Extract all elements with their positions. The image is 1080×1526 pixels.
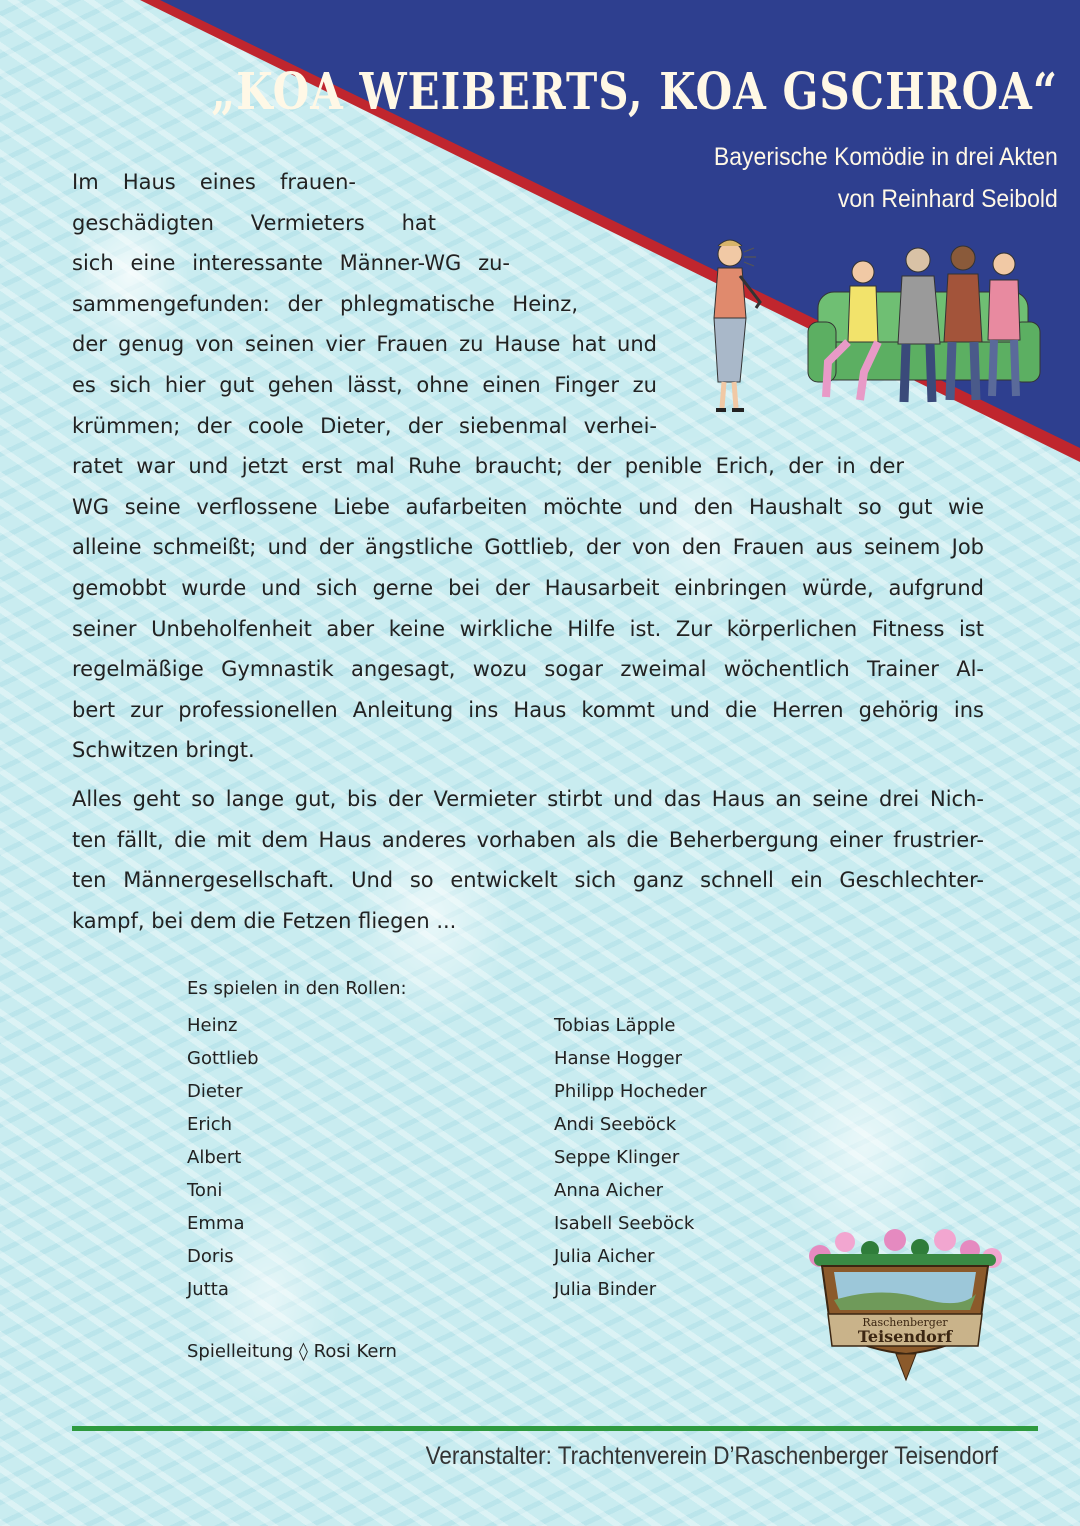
role-name: Heinz [187, 1015, 238, 1036]
synopsis-line: bert zur professionellen Anleitung ins Haus kommt und die Herren gehörig ins [72, 697, 984, 722]
actor-name: Julia Binder [554, 1279, 657, 1300]
actor-name: Andi Seeböck [554, 1114, 677, 1135]
play-title: „KOA WEIBERTS, KOA GSCHROA“ [211, 62, 1058, 121]
actor-name: Hanse Hogger [554, 1048, 683, 1069]
club-crest-icon [800, 1228, 1010, 1388]
synopsis-line: es sich hier gut gehen lässt, ohne einen Finger zu [72, 372, 657, 397]
role-name: Emma [187, 1213, 245, 1234]
synopsis-line: ten fällt, die mit dem Haus anderes vorhaben als die Beherbergung einer frustrier- [72, 827, 984, 852]
synopsis-line: seiner Unbeholfenheit aber keine wirkliche Hilfe ist. Zur körperlichen Fitness ist [72, 616, 984, 641]
role-name: Albert [187, 1147, 242, 1168]
synopsis-line: sammengefunden: der phlegmatische Heinz, [72, 291, 578, 316]
subtitle-author: von Reinhard Seibold [838, 185, 1058, 213]
role-name: Toni [187, 1180, 223, 1201]
organizer-credit: Veranstalter: Trachtenverein D’Raschenberger Teisendorf [425, 1442, 998, 1470]
role-name: Erich [187, 1114, 233, 1135]
actor-name: Seppe Klinger [554, 1147, 680, 1168]
synopsis-line: Im Haus eines frauen- [72, 170, 356, 194]
synopsis-line: WG seine verflossene Liebe aufarbeiten möchte und den Haushalt so gut wie [72, 494, 984, 519]
cast-actors-list [554, 1009, 707, 1306]
synopsis-line: ratet war und jetzt erst mal Ruhe braucht; der penible Erich, der in der [72, 454, 904, 479]
synopsis-line: gemobbt wurde und sich gerne bei der Hausarbeit einbringen würde, aufgrund [72, 575, 984, 600]
synopsis-line: regelmäßige Gymnastik angesagt, wozu sogar zweimal wöchentlich Trainer Al- [72, 657, 984, 682]
cast-heading: Es spielen in den Rollen: [187, 978, 407, 999]
role-name: Dieter [187, 1081, 243, 1102]
cast-roles-list [187, 1009, 259, 1306]
synopsis-line: alleine schmeißt; und der ängstliche Gottlieb, der von den Frauen aus seinem Job [72, 535, 984, 560]
synopsis-line: kampf, bei dem die Fetzen fliegen ... [72, 908, 457, 933]
role-name: Doris [187, 1246, 234, 1267]
synopsis-paragraph-1 [72, 162, 984, 771]
subtitle-genre: Bayerische Komödie in drei Akten [714, 143, 1058, 171]
actor-name: Tobias Läpple [554, 1015, 676, 1036]
synopsis-line: der genug von seinen vier Frauen zu Hause hat und [72, 332, 657, 357]
synopsis-paragraph-2 [72, 779, 984, 941]
actor-name: Anna Aicher [554, 1180, 663, 1201]
actor-name: Julia Aicher [554, 1246, 655, 1267]
crest-line1: Raschenberger [862, 1316, 948, 1329]
director-credit: Spielleitung ◊ Rosi Kern [187, 1341, 397, 1362]
flowers-icon [809, 1229, 1002, 1268]
role-name: Jutta [187, 1279, 229, 1300]
synopsis-line: geschädigten Vermieters hat [72, 210, 436, 235]
synopsis-line: krümmen; der coole Dieter, der siebenmal verhei- [72, 413, 657, 438]
synopsis-line: Schwitzen bringt. [72, 738, 255, 763]
synopsis-line: Alles geht so lange gut, bis der Vermieter stirbt und das Haus an seine drei Nich- [72, 787, 984, 811]
actor-name: Philipp Hocheder [554, 1081, 707, 1102]
crest-line2: Teisendorf [857, 1327, 953, 1346]
role-name: Gottlieb [187, 1048, 259, 1069]
footer-divider [72, 1426, 1038, 1431]
synopsis-line: sich eine interessante Männer-WG zu- [72, 251, 510, 276]
synopsis-line: ten Männergesellschaft. Und so entwickelt sich ganz schnell ein Geschlechter- [72, 868, 984, 893]
actor-name: Isabell Seeböck [554, 1213, 695, 1234]
